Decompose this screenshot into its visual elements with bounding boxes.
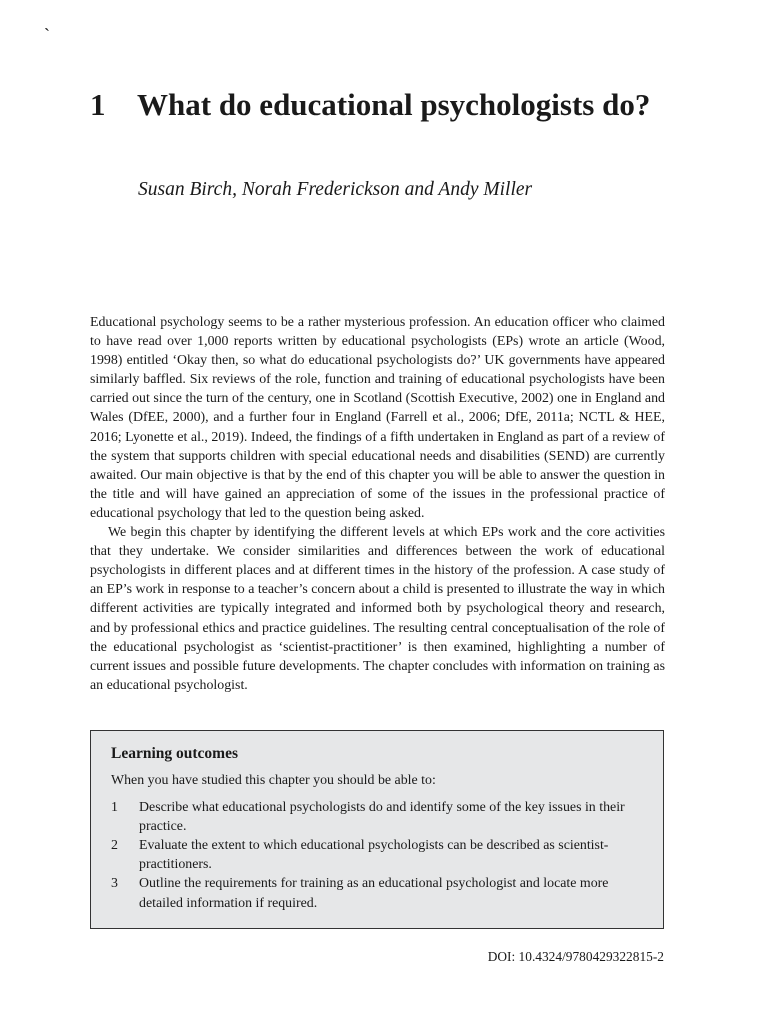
- learning-outcome-text: Describe what educational psychologists do and identify some of the key issues in their practice.: [139, 800, 625, 835]
- body-paragraph: We begin this chapter by identifying the different levels at which EPs work and the core activities that they undertake. We consider similarities and differences between the work of educational psychologists in different places and at different times in the history of the profession. A case study of an EP’s work in response to a teacher’s concern about a child is presented to illustrate the way in which different activities are typically integrated and informed both by psychological theory and research, and by professional ethics and practice guidelines. The resulting central conceptualisation of the role of the educational psychologist as ‘scientist-practitioner’ is then examined, highlighting a number of current issues and possible future developments. The chapter concludes with information on training as an educational psychologist.: [90, 525, 665, 693]
- chapter-heading: [90, 86, 680, 124]
- chapter-authors: Susan Birch, Norah Frederickson and Andy Miller: [138, 179, 533, 200]
- learning-outcome-number: 2: [111, 838, 118, 854]
- learning-outcomes-intro: When you have studied this chapter you should be able to:: [111, 773, 436, 788]
- doi-footer: DOI: 10.4324/9780429322815-2: [487, 949, 664, 964]
- learning-outcome-item: [111, 798, 643, 836]
- learning-outcome-item: [111, 874, 643, 912]
- learning-outcome-text: Outline the requirements for training as an educational psychologist and locate more detailed information if required.: [139, 876, 609, 911]
- learning-outcomes-box: [90, 730, 664, 929]
- body-text: [90, 313, 665, 695]
- learning-outcome-number: 3: [111, 876, 118, 892]
- learning-outcomes-list: [111, 798, 643, 913]
- chapter-title: What do educational psychologists do?: [137, 87, 651, 122]
- learning-outcome-item: [111, 836, 643, 874]
- body-paragraph: Educational psychology seems to be a rather mysterious profession. An education officer who claimed to have read over 1,000 reports written by educational psychologists (EPs) wrote an article (Wood, 1998) entitled ‘Okay then, so what do educational psychologists do?’ UK governments have appeared similarly baffled. Six reviews of the role, function and training of educational psychologists have been carried out since the turn of the century, one in Scotland (Scottish Executive, 2002) one in England and Wales (DfEE, 2000), and a further four in England (Farrell et al., 2006; DfE, 2011a; NCTL & HEE, 2016; Lyonette et al., 2019). Indeed, the findings of a fifth undertaken in England as part of a review of the system that supports children with special educational needs and disabilities (SEND) are currently awaited. Our main objective is that by the end of this chapter you will be able to answer the question in the title and will have gained an appreciation of some of the issues in the professional practice of educational psychology that led to the question being asked.: [90, 315, 665, 521]
- learning-outcomes-title: Learning outcomes: [111, 745, 239, 762]
- stray-mark: `: [44, 25, 50, 45]
- learning-outcome-text: Evaluate the extent to which educational psychologists can be described as scientist-practitioners.: [139, 838, 609, 873]
- learning-outcome-number: 1: [111, 800, 118, 816]
- chapter-number: 1: [90, 87, 106, 122]
